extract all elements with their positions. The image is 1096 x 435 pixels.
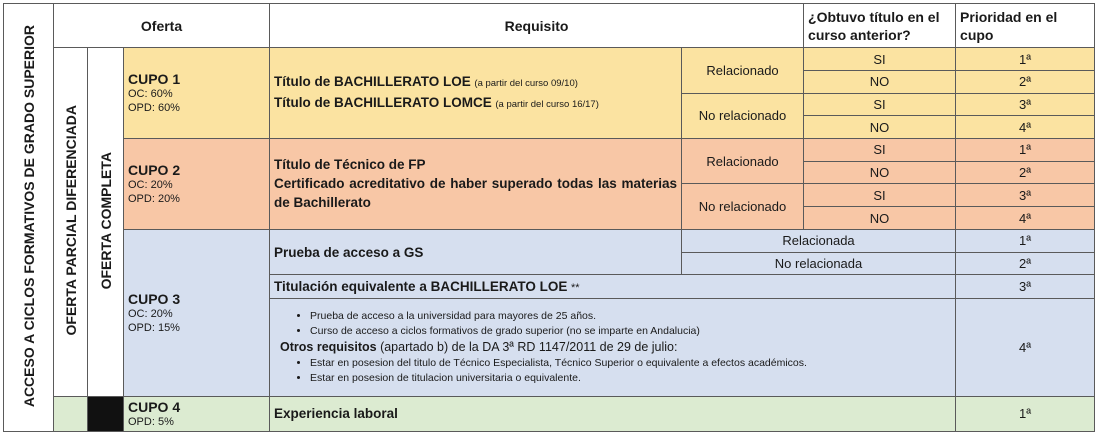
cupo1-no-relacionado: No relacionado [682,93,804,138]
cupo3-prio-2: 2ª [956,252,1095,275]
cupo2-ans-1: SI [804,139,956,162]
cupo3-oc: OC: 20% [128,307,173,320]
cupo2-title: CUPO 2 [128,161,181,178]
cupo2-req2: Certificado acreditativo de haber superado todas las materias de Bachillerato [274,176,678,211]
cupo3-prio-4: 4ª [956,298,1095,396]
cupo1-ans-3: SI [804,93,956,116]
cupo1-req1-note: (a partir del curso 09/10) [474,78,578,90]
cupo3-otros-line [280,339,951,356]
cupo2-cell [124,139,270,230]
cupo3-otros-rest: (apartado b) de la DA 3ª RD 1147/2011 de 29 de julio: [380,339,678,354]
cupo2-prio-1: 1ª [956,139,1095,162]
side-label-oferta-completa: OFERTA COMPLETA [88,48,124,397]
cupo1-prio-4: 4ª [956,116,1095,139]
side-label-acceso: ACCESO A CICLOS FORMATIVOS DE GRADO SUPERIOR [4,4,54,432]
cupo1-ans-4: NO [804,116,956,139]
header-titulo-anterior: ¿Obtuvo título en el curso anterior? [804,4,956,48]
cupo1-req1: Título de BACHILLERATO LOE [274,74,471,90]
cupo3-bullets-1 [274,309,951,339]
cupo1-cell [124,48,270,139]
cupo1-requisito [270,48,682,139]
cupo3-prueba: Prueba de acceso a GS [270,229,682,274]
cupo4-black-block [88,396,124,431]
cupo3-prio-1: 1ª [956,229,1095,252]
cupo2-ans-4: NO [804,207,956,230]
cupo2-prio-2: 2ª [956,161,1095,184]
cupo3-no-relacionada: No relacionada [682,252,956,275]
cupo2-ans-2: NO [804,161,956,184]
cupo3-bullets-2 [274,356,951,386]
cupo4-cell [124,396,270,431]
cupo3-equiv-text: Titulación equivalente a BACHILLERATO LOE [274,279,568,295]
cupo1-relacionado: Relacionado [682,48,804,93]
cupo1-req2-note: (a partir del curso 16/17) [495,99,599,111]
cupo2-prio-3: 3ª [956,184,1095,207]
cupo2-no-relacionado: No relacionado [682,184,804,229]
header-requisito: Requisito [270,4,804,48]
cupo1-prio-1: 1ª [956,48,1095,71]
cupo2-req1: Título de Técnico de FP [274,157,426,173]
cupo2-relacionado: Relacionado [682,139,804,184]
cupo1-prio-3: 3ª [956,93,1095,116]
cupo2-prio-4: 4ª [956,207,1095,230]
cupo2-oc: OC: 20% [128,178,173,191]
cupo3-title: CUPO 3 [128,290,181,307]
cupo3-otros [270,298,956,396]
cupo1-prio-2: 2ª [956,71,1095,94]
cupo3-cell [124,229,270,396]
cupo4-requisito: Experiencia laboral [270,396,956,431]
cupo3-bullet: • Estar en posesion del titulo de Técnico Especialista, Técnico Superior o equivalente a efectos académicos. [310,356,951,371]
cupo3-bullet: • Curso de acceso a ciclos formativos de grado superior (no se imparte en Andalucia) [310,324,951,339]
cupo3-opd: OPD: 15% [128,321,180,334]
cupo4-opd: OPD: 5% [128,415,174,428]
header-oferta: Oferta [54,4,270,48]
cupo2-requisito [270,139,682,230]
side-label-oferta-parcial: OFERTA PARCIAL DIFERENCIADA [54,48,88,397]
cupo2-ans-3: SI [804,184,956,207]
cupo1-oc: OC: 60% [128,88,173,101]
cupo4-blank [54,396,88,431]
cupo3-relacionada: Relacionada [682,229,956,252]
access-table [3,3,1095,432]
cupo1-ans-1: SI [804,48,956,71]
cupo3-bullet: • Estar en posesion de titulacion universitaria o equivalente. [310,371,951,386]
cupo1-opd: OPD: 60% [128,102,180,115]
cupo3-equiv-mark: ** [570,282,580,295]
cupo2-opd: OPD: 20% [128,192,180,205]
cupo1-ans-2: NO [804,71,956,94]
cupo3-bullet: • Prueba de acceso a la universidad para mayores de 25 años. [310,309,951,324]
cupo3-otros-bold: Otros requisitos [280,339,377,354]
cupo4-prio: 1ª [956,396,1095,431]
cupo3-prio-3: 3ª [956,275,1095,299]
cupo3-equivalente [270,275,956,299]
cupo4-title: CUPO 4 [128,398,181,415]
cupo1-title: CUPO 1 [128,71,181,88]
cupo1-req2: Título de BACHILLERATO LOMCE [274,95,492,111]
header-prioridad: Prioridad en el cupo [956,4,1095,48]
